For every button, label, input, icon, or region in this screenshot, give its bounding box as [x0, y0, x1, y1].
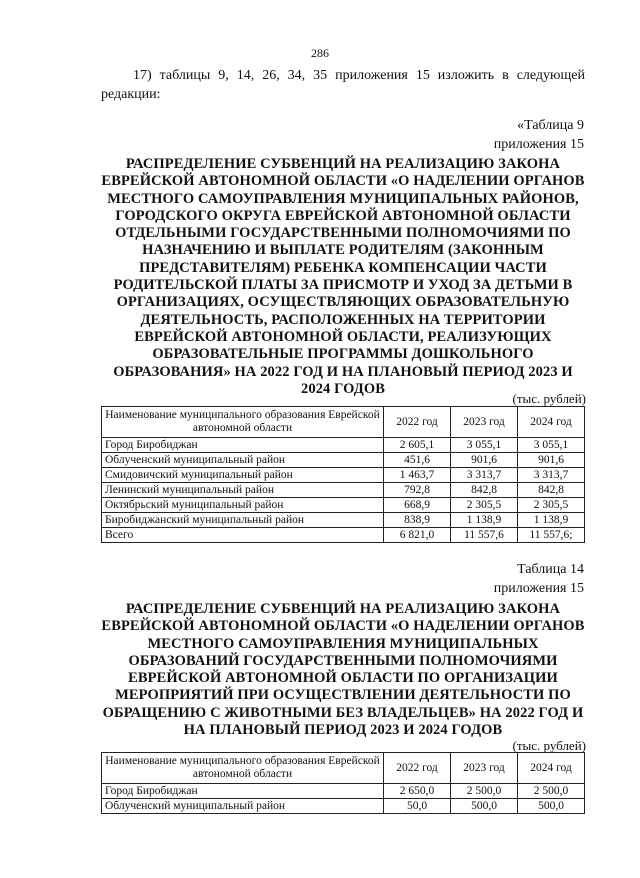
table14-heading: РАСПРЕДЕЛЕНИЕ СУБВЕНЦИЙ НА РЕАЛИЗАЦИЮ ЗАКОНА ЕВРЕЙСКОЙ АВТОНОМНОЙ ОБЛАСТИ «О НАДЕЛЕНИИ ОРГАНОВ МЕСТНОГО САМОУПРАВЛЕНИЯ МУНИЦИПАЛЬНЫХ ОБРАЗОВАНИЙ ГОСУДАРСТВЕННЫМИ ПОЛНОМОЧИЯМИ ЕВРЕЙСКОЙ АВТОНОМНОЙ ОБЛАСТИ ПО ОРГАНИЗАЦИИ МЕРОПРИЯТИЙ ПРИ ОСУЩЕСТВЛЕНИИ ДЕЯТЕЛЬНОСТИ ПО ОБРАЩЕНИЮ С ЖИВОТНЫМИ БЕЗ ВЛАДЕЛЬЦЕВ» НА 2022 ГОД И НА ПЛАНОВЫЙ ПЕРИОД 2023 И 2024 ГОДОВ [101, 601, 585, 739]
intro-text: 17) таблицы 9, 14, 26, 34, 35 приложения 15 изложить в следующей редакции: [101, 68, 585, 102]
amount-cell: 1 138,9 [518, 513, 585, 528]
municipality-name-cell: Октябрьский муниципальный район [102, 498, 384, 513]
amount-cell: 2 650,0 [384, 784, 451, 799]
table9-caption [494, 116, 584, 154]
table9-caption-title: «Таблица 9 [517, 118, 584, 133]
amount-cell: 1 463,7 [384, 468, 451, 483]
amount-cell: 668,9 [384, 498, 451, 513]
municipality-name-cell: Ленинский муниципальный район [102, 483, 384, 498]
table14 [101, 752, 585, 814]
amount-cell: 500,0 [451, 799, 518, 814]
table14-header-cell: 2024 год [518, 753, 585, 784]
amount-cell: 901,6 [451, 453, 518, 468]
amount-cell: 1 138,9 [451, 513, 518, 528]
amount-cell: 3 313,7 [518, 468, 585, 483]
table9-header-cell: Наименование муниципального образования Еврейской автономной области [102, 407, 384, 438]
amount-cell: 50,0 [384, 799, 451, 814]
amount-cell: 2 500,0 [518, 784, 585, 799]
table14-caption-title: Таблица 14 [517, 562, 584, 577]
amount-cell: 3 055,1 [451, 438, 518, 453]
municipality-name-cell: Всего [102, 528, 384, 543]
table14-header-cell: Наименование муниципального образования Еврейской автономной области [102, 753, 384, 784]
amount-cell: 2 305,5 [451, 498, 518, 513]
table14-caption-appendix: приложения 15 [493, 581, 584, 596]
amount-cell: 451,6 [384, 453, 451, 468]
table9-header-cell: 2023 год [451, 407, 518, 438]
amount-cell: 2 605,1 [384, 438, 451, 453]
table-row [102, 453, 585, 468]
table14-unit: (тыс. рублей) [512, 738, 586, 753]
amount-cell: 6 821,0 [384, 528, 451, 543]
amount-cell: 792,8 [384, 483, 451, 498]
amount-cell: 842,8 [518, 483, 585, 498]
table14-header-cell: 2022 год [384, 753, 451, 784]
table-row [102, 784, 585, 799]
table-row [102, 498, 585, 513]
table9-caption-appendix: приложения 15 [493, 137, 584, 152]
table9-header-cell: 2022 год [384, 407, 451, 438]
table-row [102, 513, 585, 528]
amount-cell: 838,9 [384, 513, 451, 528]
amount-cell: 11 557,6; [518, 528, 585, 543]
municipality-name-cell: Облученский муниципальный район [102, 453, 384, 468]
amount-cell: 842,8 [451, 483, 518, 498]
table14-header-cell: 2023 год [451, 753, 518, 784]
table9-header-cell: 2024 год [518, 407, 585, 438]
table-row [102, 528, 585, 543]
amount-cell: 3 055,1 [518, 438, 585, 453]
amount-cell: 3 313,7 [451, 468, 518, 483]
table14-header-row [102, 753, 585, 784]
table9-heading: РАСПРЕДЕЛЕНИЕ СУБВЕНЦИЙ НА РЕАЛИЗАЦИЮ ЗАКОНА ЕВРЕЙСКОЙ АВТОНОМНОЙ ОБЛАСТИ «О НАДЕЛЕНИИ ОРГАНОВ МЕСТНОГО САМОУПРАВЛЕНИЯ МУНИЦИПАЛЬНЫХ РАЙОНОВ, ГОРОДСКОГО ОКРУГА ЕВРЕЙСКОЙ АВТОНОМНОЙ ОБЛАСТИ ОТДЕЛЬНЫМИ ГОСУДАРСТВЕННЫМИ ПОЛНОМОЧИЯМИ ПО НАЗНАЧЕНИЮ И ВЫПЛАТЕ РОДИТЕЛЯМ (ЗАКОННЫМ ПРЕДСТАВИТЕЛЯМ) РЕБЕНКА КОМПЕНСАЦИИ ЧАСТИ РОДИТЕЛЬСКОЙ ПЛАТЫ ЗА ПРИСМОТР И УХОД ЗА ДЕТЬМИ В ОРГАНИЗАЦИЯХ, ОСУЩЕСТВЛЯЮЩИХ ОБРАЗОВАТЕЛЬНУЮ ДЕЯТЕЛЬНОСТЬ, РАСПОЛОЖЕННЫХ НА ТЕРРИТОРИИ ЕВРЕЙСКОЙ АВТОНОМНОЙ ОБЛАСТИ, РЕАЛИЗУЮЩИХ ОБРАЗОВАТЕЛЬНЫЕ ПРОГРАММЫ ДОШКОЛЬНОГО ОБРАЗОВАНИЯ» НА 2022 ГОД И НА ПЛАНОВЫЙ ПЕРИОД 2023 И 2024 ГОДОВ [101, 156, 585, 397]
intro-paragraph [101, 66, 585, 104]
amount-cell: 2 305,5 [518, 498, 585, 513]
table9-unit: (тыс. рублей) [512, 391, 586, 406]
municipality-name-cell: Облученский муниципальный район [102, 799, 384, 814]
municipality-name-cell: Город Биробиджан [102, 784, 384, 799]
amount-cell: 2 500,0 [451, 784, 518, 799]
amount-cell: 11 557,6 [451, 528, 518, 543]
amount-cell: 901,6 [518, 453, 585, 468]
municipality-name-cell: Смидовичский муниципальный район [102, 468, 384, 483]
table9 [101, 406, 585, 543]
page-number: 286 [311, 46, 329, 60]
table-row [102, 483, 585, 498]
table-row [102, 468, 585, 483]
table14-caption [494, 560, 584, 598]
table-row [102, 438, 585, 453]
municipality-name-cell: Город Биробиджан [102, 438, 384, 453]
table-row [102, 799, 585, 814]
table9-header-row [102, 407, 585, 438]
municipality-name-cell: Биробиджанский муниципальный район [102, 513, 384, 528]
amount-cell: 500,0 [518, 799, 585, 814]
